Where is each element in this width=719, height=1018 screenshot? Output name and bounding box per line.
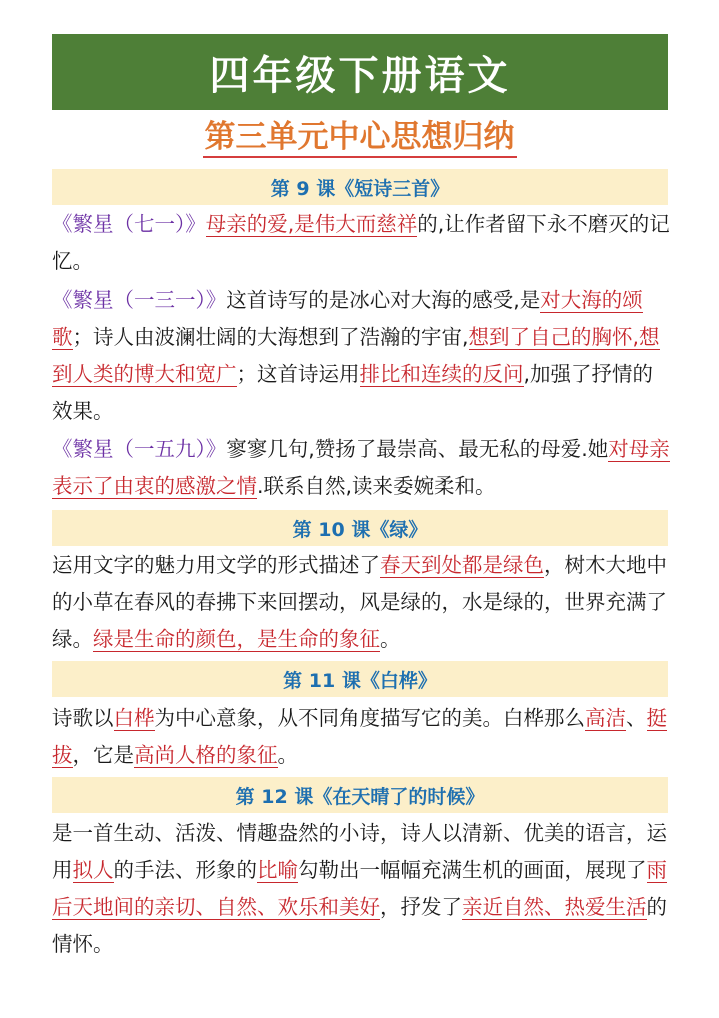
body-text: 寥寥几句,赞扬了最崇高、最无私的母爱.她 (226, 437, 609, 461)
highlight-text: 比喻 (257, 858, 298, 882)
highlight-text: 白桦 (113, 706, 155, 730)
body-text: 诗歌以 (52, 706, 114, 730)
body-text: ；诗人由波澜壮阔的大海想到了浩瀚的宇宙, (72, 325, 469, 349)
body-text: ，树木大地中的小草在春风的春拂下来回摆动，风是绿的，水是绿的，世界充满了绿。 (52, 553, 667, 651)
highlight-text: 高尚人格的象征 (134, 743, 278, 767)
body-text: ,加强了抒情的效果。 (52, 362, 654, 423)
paragraph (52, 282, 672, 430)
body-text: 是一首生动、活泼、情趣盎然的小诗，诗人以清新、优美的语言，运用 (52, 821, 667, 882)
highlight-text: 亲近自然、热爱生活 (462, 895, 647, 919)
body-text: ；这首诗运用 (236, 362, 360, 386)
paragraph (52, 700, 672, 774)
highlight-text: 拟人 (72, 858, 114, 882)
highlight-text: 想到了自己的胸怀,想到人类的博大和宽广 (52, 325, 660, 386)
body-text: ，它是 (72, 743, 134, 767)
poem-title: 《繁星（一三一）》 (52, 288, 227, 312)
lesson-heading: 第 10 课《绿》 (292, 518, 428, 541)
highlight-text: 绿是生命的颜色，是生命的象征 (93, 627, 380, 651)
poem-title: 《繁星（一五九）》 (52, 437, 227, 461)
page-banner (52, 34, 668, 110)
body-text: ，抒发了 (380, 895, 462, 919)
body-text: 的,让作者留下永不磨灭的记忆。 (52, 212, 670, 273)
body-text: 的手法、形象的 (113, 858, 257, 882)
highlight-text: 高洁 (585, 706, 626, 730)
highlight-text: 排比和连续的反问 (359, 362, 524, 386)
highlight-text: 挺拔 (52, 706, 667, 767)
body-text: 。 (277, 743, 298, 767)
paragraph (52, 815, 672, 963)
poem-title: 《繁星（七一）》 (52, 212, 206, 236)
body-text: 。 (380, 627, 401, 651)
lesson-9-heading-bar (52, 169, 668, 205)
highlight-text: 雨后天地间的亲切、自然、欢乐和美好 (52, 858, 667, 919)
paragraph (52, 547, 672, 658)
lesson-heading: 第 12 课《在天晴了的时候》 (235, 785, 485, 808)
paragraph (52, 206, 672, 280)
body-text: 勾勒出一幅幅充满生机的画面，展现了 (298, 858, 647, 882)
highlight-text: 春天到处都是绿色 (380, 553, 544, 577)
lesson-heading: 第 9 课《短诗三首》 (270, 177, 450, 200)
unit-title-row (0, 116, 719, 160)
body-text: 为中心意象，从不同角度描写它的美。白桦那么 (154, 706, 585, 730)
lesson-heading: 第 11 课《白桦》 (283, 669, 437, 692)
body-text: 、 (626, 706, 647, 730)
body-text: 这首诗写的是冰心对大海的感受,是 (226, 288, 541, 312)
highlight-text: 对母亲表示了由衷的感激之情 (52, 437, 670, 498)
lesson-12-heading-bar (52, 777, 668, 813)
lesson-11-heading-bar (52, 661, 668, 697)
paragraph (52, 431, 672, 505)
page-title: 四年级下册语文 (209, 52, 511, 99)
unit-title: 第三单元中心思想归纳 (203, 119, 517, 158)
body-text: 的情怀。 (52, 895, 667, 956)
lesson-10-heading-bar (52, 510, 668, 546)
body-text: 运用文字的魅力用文学的形式描述了 (52, 553, 380, 577)
highlight-text: 对大海的颂歌 (52, 288, 643, 349)
body-text: .联系自然,读来委婉柔和。 (257, 474, 496, 498)
highlight-text: 母亲的爱,是伟大而慈祥 (205, 212, 418, 236)
